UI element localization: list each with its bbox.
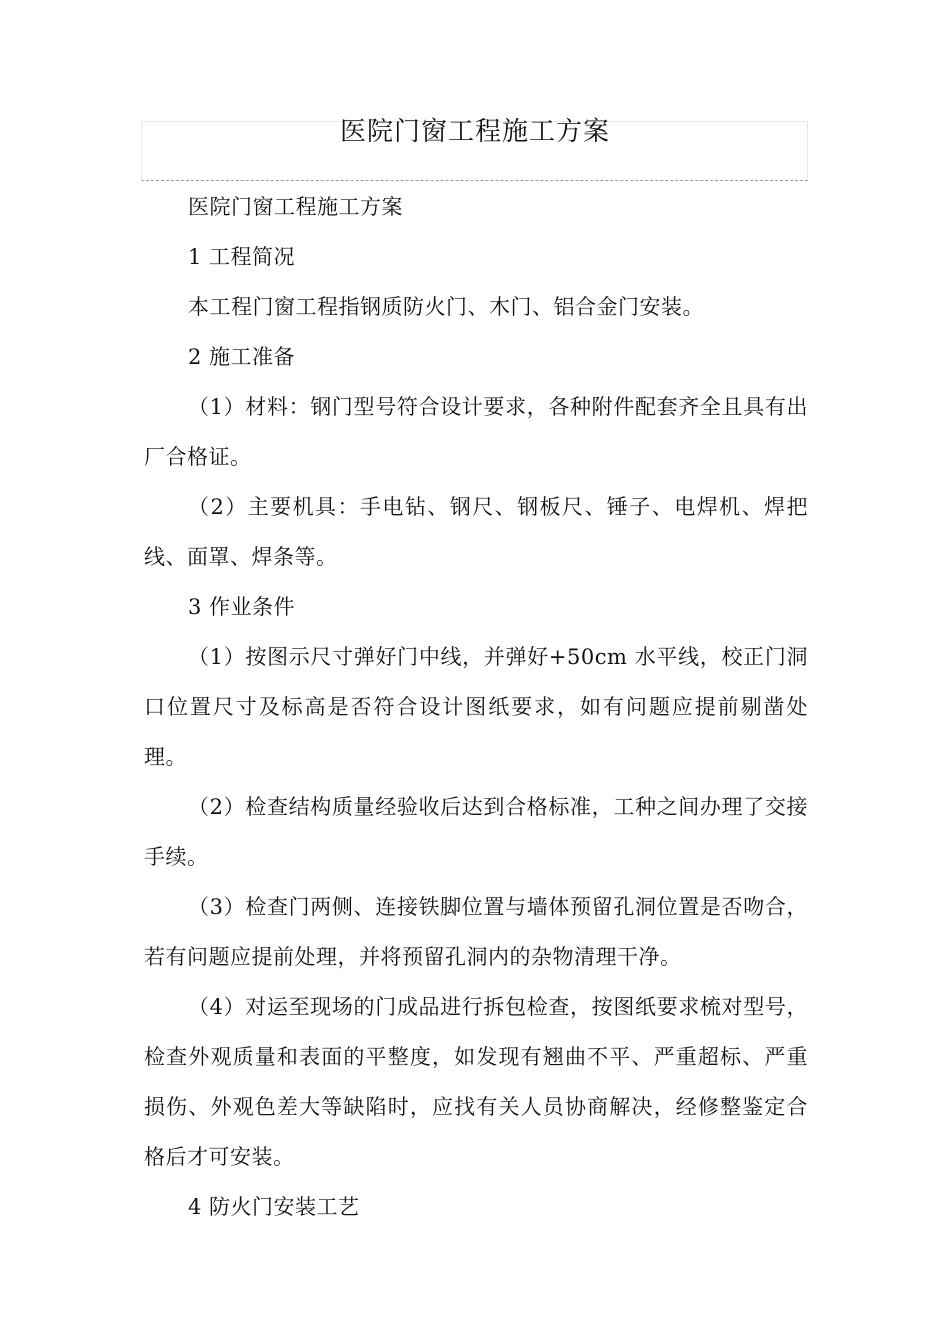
paragraph-heading-repeat: 医院门窗工程施工方案 — [188, 195, 403, 219]
paragraph: （4）对运至现场的门成品进行拆包检查，按图纸要求梳对型号，检查外观质量和表面的平整度，如发现有翘曲不平、严重超标、严重损伤、外观色差大等缺陷时，应找有关人员协商解决，经修整鉴定合格后才可安装。 — [144, 995, 808, 1169]
paragraph: （2）主要机具：手电钻、钢尺、钢板尺、锤子、电焊机、焊把线、面罩、焊条等。 — [144, 495, 808, 569]
paragraph: 本工程门窗工程指钢质防火门、木门、铝合金门安装。 — [188, 295, 704, 319]
document-title: 医院门窗工程施工方案 — [339, 117, 610, 147]
section-heading-4: 4 防火门安装工艺 — [188, 1195, 360, 1219]
document-body — [144, 182, 808, 1232]
paragraph: （1）材料：钢门型号符合设计要求，各种附件配套齐全且具有出厂合格证。 — [144, 395, 808, 469]
paragraph: （2）检查结构质量经验收后达到合格标准，工种之间办理了交接手续。 — [144, 795, 808, 869]
section-heading-2: 2 施工准备 — [188, 345, 296, 369]
section-heading-3: 3 作业条件 — [188, 595, 296, 619]
section-heading-1: 1 工程简况 — [188, 245, 296, 269]
paragraph: （3）检查门两侧、连接铁脚位置与墙体预留孔洞位置是否吻合，若有问题应提前处理，并将预留孔洞内的杂物清理干净。 — [144, 895, 808, 969]
paragraph: （1）按图示尺寸弹好门中线，并弹好+50cm 水平线，校正门洞口位置尺寸及标高是否符合设计图纸要求，如有问题应提前剔凿处理。 — [144, 645, 808, 769]
